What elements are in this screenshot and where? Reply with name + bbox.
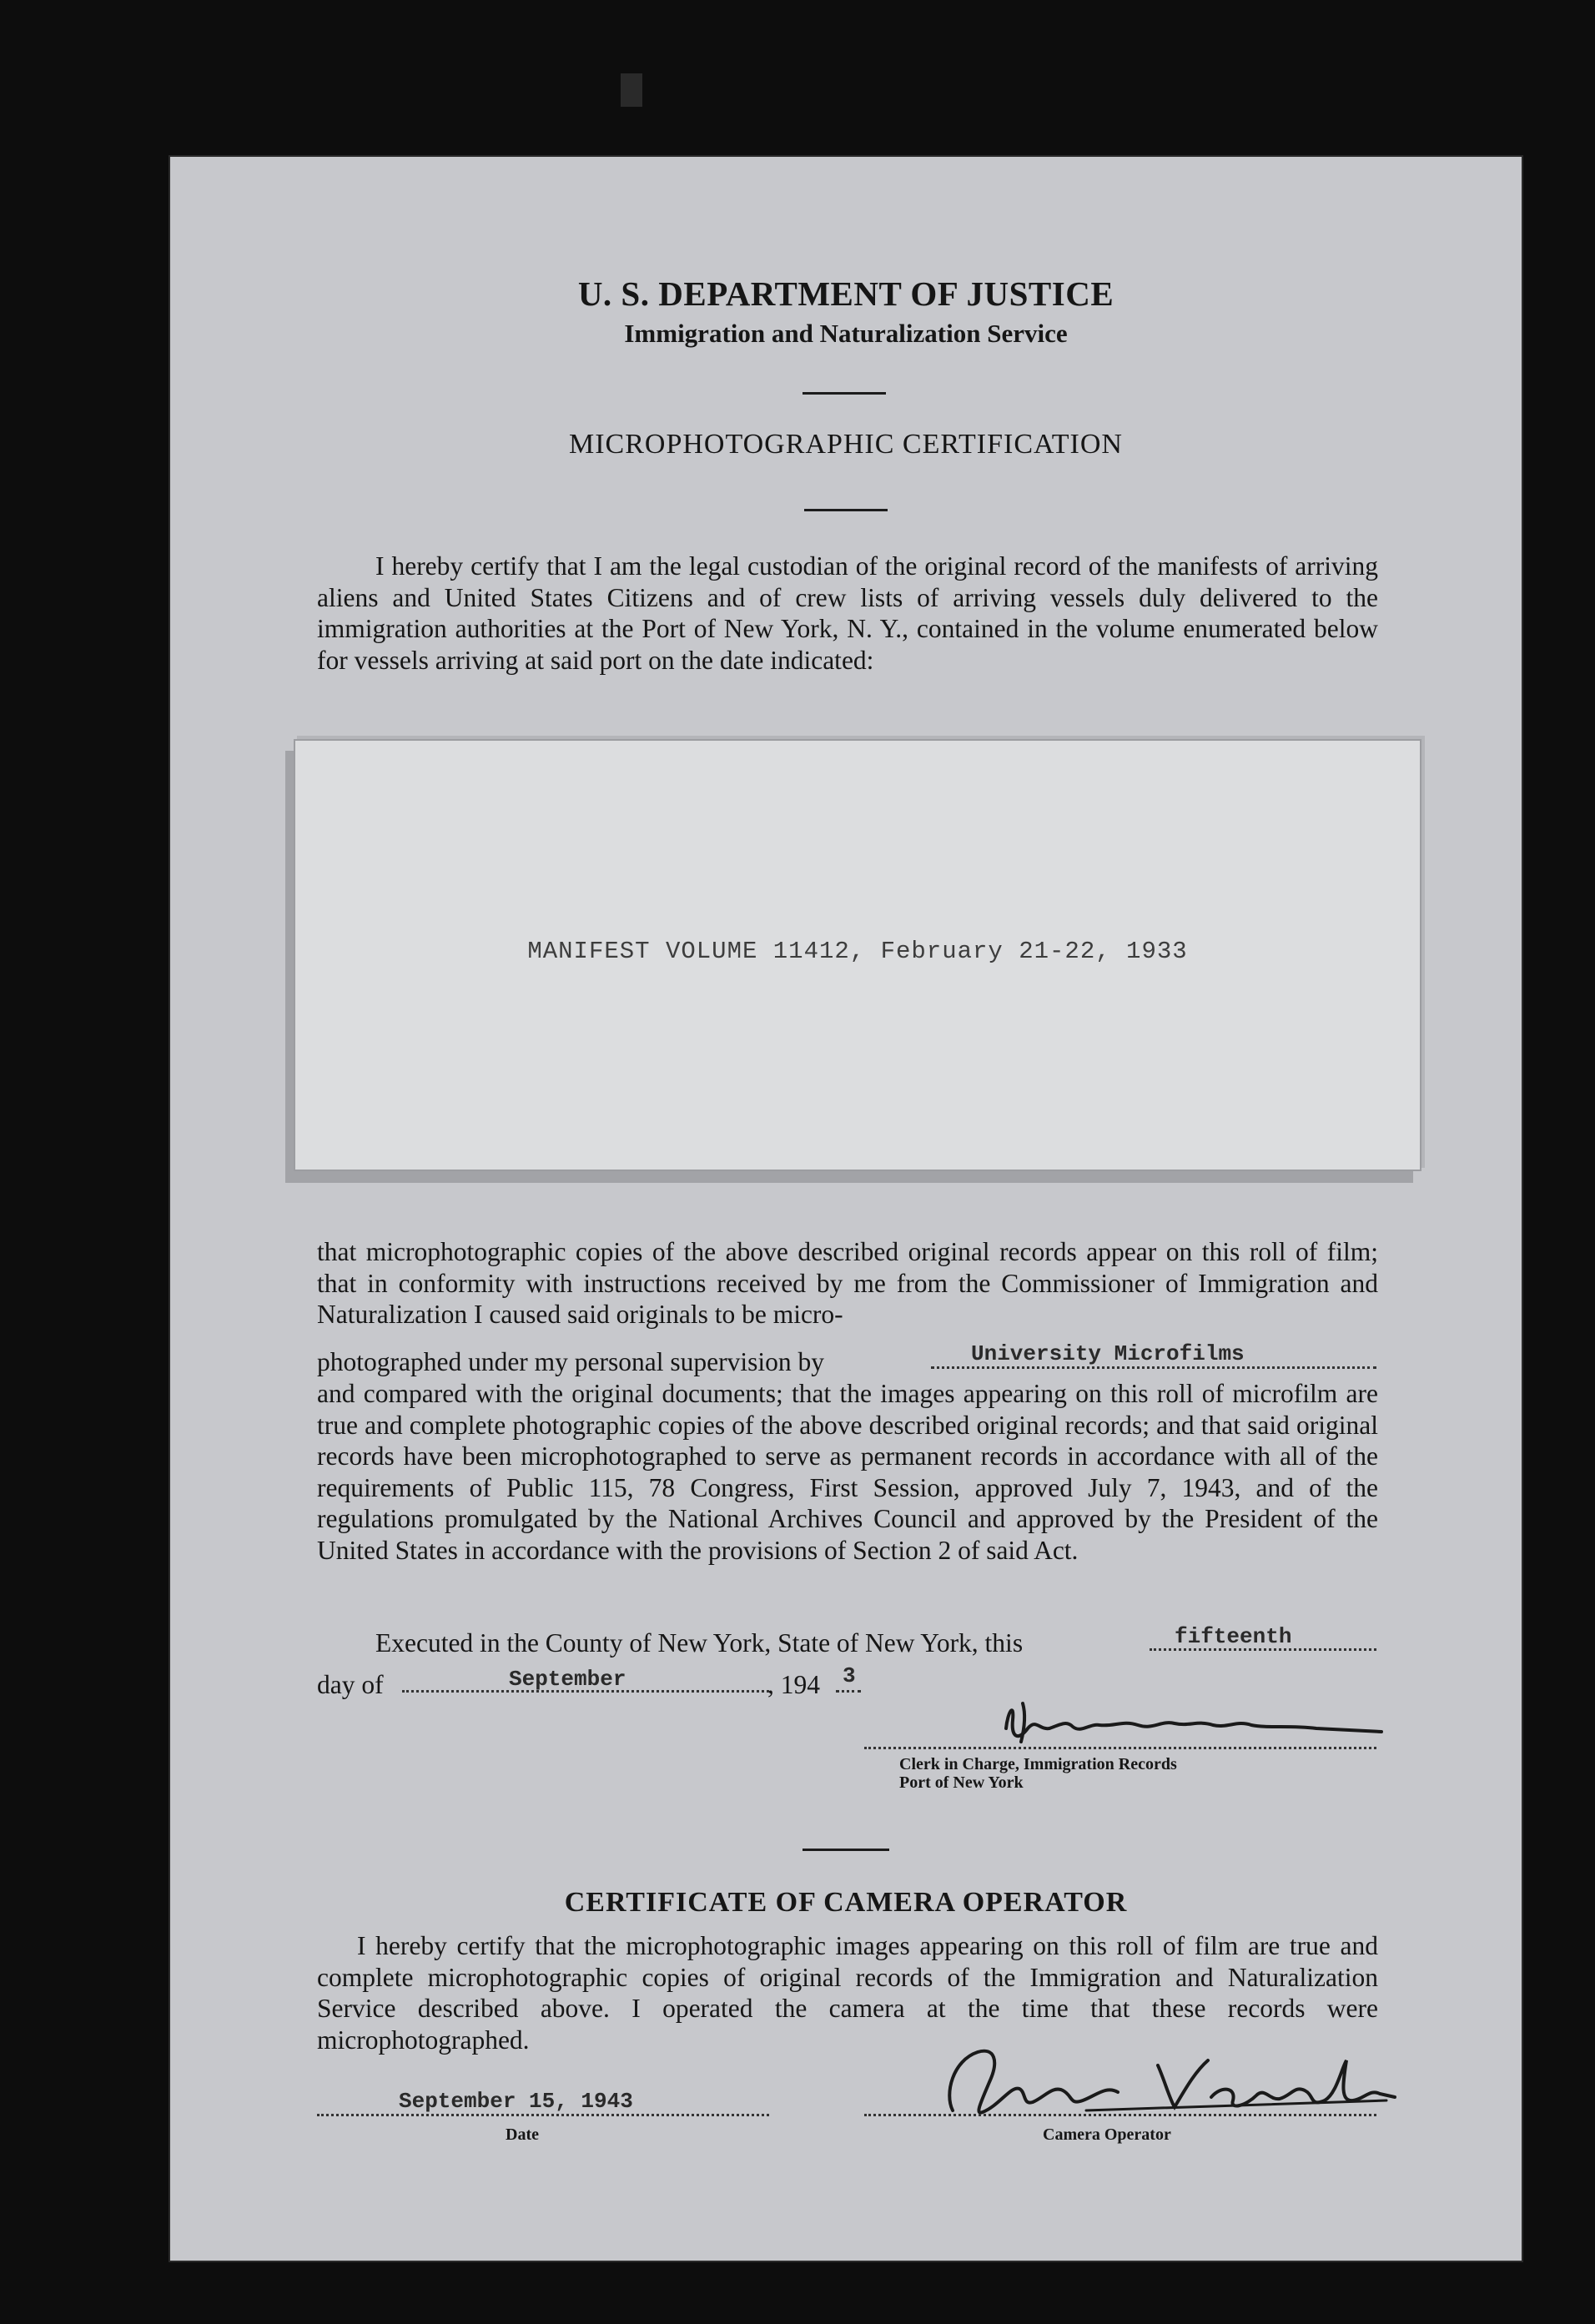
clerk-title-line2: Port of New York xyxy=(899,1773,1024,1792)
clerk-signature-line xyxy=(864,1747,1376,1749)
supervisor-typed-value: University Microfilms xyxy=(971,1341,1245,1366)
day-of-label: day of xyxy=(317,1670,384,1699)
divider-rule xyxy=(804,509,888,511)
supervision-line-prefix: photographed under my personal supervision by xyxy=(317,1347,825,1376)
film-edge-mark xyxy=(621,73,642,107)
camera-operator-label: Camera Operator xyxy=(1043,2125,1171,2144)
month-typed-value: September xyxy=(509,1667,626,1692)
date-dotted-line xyxy=(317,2114,769,2116)
camera-operator-signature-line xyxy=(864,2114,1376,2116)
manifest-volume-text: MANIFEST VOLUME 11412, February 21-22, 1933 xyxy=(527,938,1188,965)
clerk-title-line1: Clerk in Charge, Immigration Records xyxy=(899,1755,1177,1773)
date-label: Date xyxy=(506,2125,539,2144)
divider-rule xyxy=(803,1849,889,1851)
date-typed-value: September 15, 1943 xyxy=(399,2089,633,2114)
department-heading: U. S. DEPARTMENT OF JUSTICE xyxy=(577,274,1114,313)
body-paragraph-lines-before: that microphotographic copies of the above described original records appear on this roll of film; that in conformity with instructions received by me from the Commissioner of Immigration and Naturalization I caused said originals to be micro- xyxy=(317,1237,1378,1329)
certification-sheet xyxy=(169,155,1523,2262)
year-prefix: , 194 xyxy=(767,1670,820,1699)
supervisor-dotted-line xyxy=(931,1366,1376,1369)
body-paragraph-lines-after: and compared with the original documents; that the images appearing on this roll of microfilm are true and complete photographic copies of the above described original records; and that said original records have been microphotographed to serve as permanent records in accordance with all of the requirements of Public 115, 78 Congress, First Session, approved July 7, 1943, and of the regulations promulgated by the National Archives Council and approved by the President of the United States in accordance with the provisions of Section 2 of said Act. xyxy=(317,1379,1378,1565)
year-dotted-line xyxy=(836,1690,861,1693)
year-digit-typed: 3 xyxy=(843,1663,856,1688)
intro-paragraph: I hereby certify that I am the legal custodian of the original record of the manifests of arriving aliens and United States Citizens and of crew lists of arriving vessels duly delivered to the immigration authorities at the Port of New York, N. Y., contained in the volume enumerated below for vessels arriving at said port on the date indicated: xyxy=(317,551,1378,675)
divider-rule xyxy=(803,392,886,395)
clerk-signature xyxy=(989,1695,1390,1753)
camera-certificate-title: CERTIFICATE OF CAMERA OPERATOR xyxy=(564,1887,1128,1918)
manifest-card xyxy=(294,739,1421,1171)
execution-line-prefix: Executed in the County of New York, State of New York, this xyxy=(375,1628,1024,1657)
camera-certificate-paragraph: I hereby certify that the microphotographic images appearing on this roll of film are true and complete microphotographic copies of original records of the Immigration and Naturalization Service described above. I operated the camera at the time that these records were microphotographed. xyxy=(317,1931,1378,2055)
service-subheading: Immigration and Naturalization Service xyxy=(624,319,1068,348)
certification-title: MICROPHOTOGRAPHIC CERTIFICATION xyxy=(568,429,1123,460)
day-typed-value: fifteenth xyxy=(1175,1624,1292,1649)
